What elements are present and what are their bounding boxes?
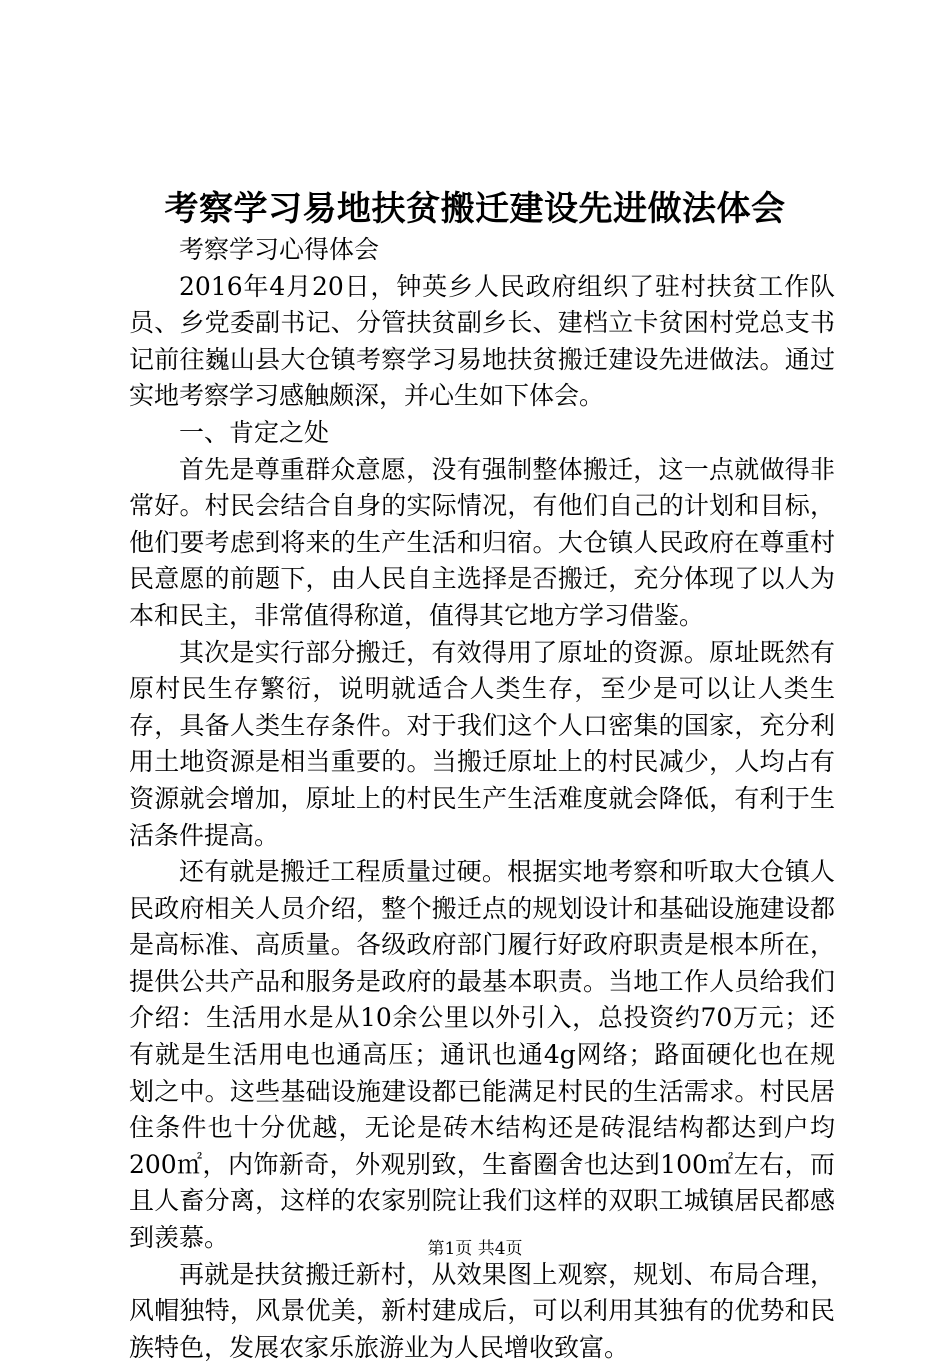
document-body	[129, 232, 835, 1366]
paragraph: 首先是尊重群众意愿，没有强制整体搬迁，这一点就做得非常好。村民会结合自身的实际情况，有他们自己的计划和目标，他们要考虑到将来的生产生活和归宿。大仓镇人民政府在尊重村民意愿的前题下，由人民自主选择是否搬迁，充分体现了以人为本和民主，非常值得称道，值得其它地方学习借鉴。	[129, 454, 835, 630]
paragraph-subtitle: 考察学习心得体会	[179, 235, 380, 264]
document-title: 考察学习易地扶贫搬迁建设先进做法体会	[164, 189, 786, 229]
paragraph-intro: 2016年4月20日，钟英乡人民政府组织了驻村扶贫工作队员、乡党委副书记、分管扶贫副乡长、建档立卡贫困村党总支书记前往巍山县大仓镇考察学习易地扶贫搬迁建设先进做法。通过实地考察学习感触颇深，并心生如下体会。	[129, 271, 835, 411]
section-heading: 一、肯定之处	[179, 417, 330, 447]
paragraph: 再就是扶贫搬迁新村，从效果图上观察，规划、布局合理，风帽独特，风景优美，新村建成后，可以利用其独有的优势和民族特色，发展农家乐旅游业为人民增收致富。	[129, 1259, 835, 1362]
paragraph: 其次是实行部分搬迁，有效得用了原址的资源。原址既然有原村民生存繁衍，说明就适合人类生存，至少是可以让人类生存，具备人类生存条件。对于我们这个人口密集的国家，充分利用土地资源是相当重要的。当搬迁原址上的村民减少，人均占有资源就会增加，原址上的村民生产生活难度就会降低，有利于生活条件提高。	[129, 637, 835, 850]
page-footer: 第1页 共4页	[427, 1239, 523, 1259]
paragraph: 还有就是搬迁工程质量过硬。根据实地考察和听取大仓镇人民政府相关人员介绍，整个搬迁点的规划设计和基础设施建设都是高标准、高质量。各级政府部门履行好政府职责是根本所在，提供公共产品和服务是政府的最基本职责。当地工作人员给我们介绍：生活用水是从10余公里以外引入，总投资约70万元；还有就是生活用电也通高压；通讯也通4g网络；路面硬化也在规划之中。这些基础设施建设都已能满足村民的生活需求。村民居住条件也十分优越，无论是砖木结构还是砖混结构都达到户均200㎡，内饰新奇，外观别致，生畜圈舍也达到100㎡左右，而且人畜分离，这样的农家别院让我们这样的双职工城镇居民都感到羡慕。	[129, 857, 835, 1253]
